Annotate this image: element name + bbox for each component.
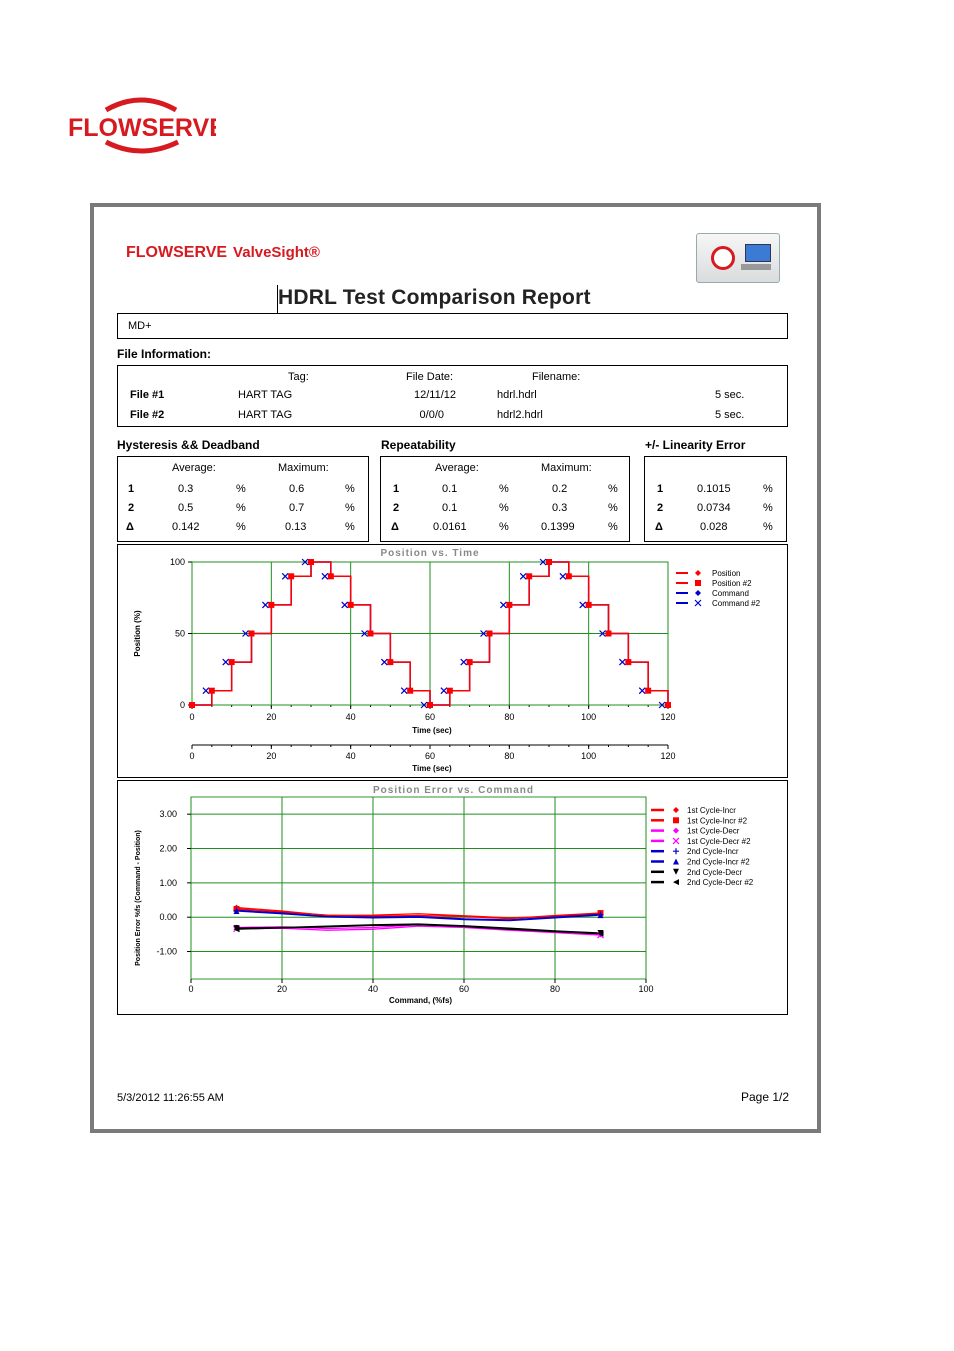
y-tick-label: 1.00 <box>159 877 177 888</box>
second-axis-tick-label: 40 <box>345 751 356 761</box>
rep-delta-unit: % <box>499 521 509 533</box>
linearity-heading: +/- Linearity Error <box>645 438 746 452</box>
legend-label: 1st Cycle-Incr <box>687 806 736 815</box>
rep-row-1-unit: % <box>499 483 509 495</box>
hysteresis-heading: Hysteresis && Deadband <box>117 438 260 452</box>
legend-label: Position #2 <box>712 579 752 588</box>
lin-row-2-val: 0.0734 <box>697 502 731 514</box>
legend-marker <box>695 600 701 606</box>
legend-marker <box>695 590 701 596</box>
position-point <box>427 702 433 708</box>
position-point <box>566 573 572 579</box>
second-axis-tick-label: 100 <box>581 751 597 761</box>
error-command-chart-box <box>117 780 788 1015</box>
lin-row-1-label: 1 <box>657 483 664 495</box>
rep-row-2-avg: 0.1 <box>442 502 458 514</box>
valvesight-brand: FLOWSERVE <box>126 244 228 261</box>
legend-label: 2nd Cycle-Decr #2 <box>687 878 754 888</box>
position-point <box>249 631 255 637</box>
legend-marker <box>673 838 679 844</box>
x-tick-label: 100 <box>638 984 654 994</box>
y-axis-label: Position Error %fs (Command - Position) <box>135 830 142 966</box>
repeatability-box <box>380 456 630 542</box>
y-tick-label: 2.00 <box>159 843 177 854</box>
position-point <box>625 659 631 665</box>
chart-title: Position vs. Time <box>380 548 480 559</box>
valvesight-product: ValveSight® <box>233 244 320 261</box>
rep-delta-avg: 0.0161 <box>433 521 467 533</box>
report-title: HDRL Test Comparison Report <box>278 286 591 309</box>
file-1-tag: HART TAG <box>238 389 293 401</box>
y-tick-label: 3.00 <box>159 809 177 820</box>
rep-avg-header: Average: <box>435 462 479 474</box>
linearity-box <box>644 456 787 542</box>
hyst-delta-label: Δ <box>126 521 134 533</box>
second-axis-tick-label: 80 <box>504 751 515 761</box>
legend-label: 1st Cycle-Decr <box>687 826 740 836</box>
rep-row-1-label: 1 <box>393 483 400 495</box>
rep-delta-label: Δ <box>391 521 399 533</box>
position-point <box>506 602 512 608</box>
legend-label: Position <box>712 569 741 578</box>
position-point <box>288 573 294 579</box>
flowserve-logo-arc <box>66 96 216 156</box>
position-point <box>308 559 314 565</box>
x-tick-label: 0 <box>189 712 195 722</box>
hyst-row-1-max-unit: % <box>345 483 355 495</box>
model-box <box>117 313 788 339</box>
hyst-row-1-max: 0.6 <box>289 483 305 495</box>
chart-title: Position Error vs. Command <box>372 785 535 796</box>
rep-row-2-max-unit: % <box>608 502 618 514</box>
y-tick-label: 50 <box>174 628 185 639</box>
second-axis-tick-label: 0 <box>189 751 195 761</box>
hyst-row-1-avg: 0.3 <box>178 483 194 495</box>
y-tick-label: 100 <box>169 557 185 567</box>
hyst-row-2-max: 0.7 <box>289 502 305 514</box>
position-point <box>407 688 413 694</box>
legend-marker <box>673 817 679 823</box>
position-point <box>387 659 393 665</box>
y-axis-label: Position (%) <box>133 610 142 657</box>
position-point <box>268 602 274 608</box>
legend-label: 2nd Cycle-Incr <box>687 847 739 857</box>
hyst-max-header: Maximum: <box>278 462 329 474</box>
position-point <box>526 573 532 579</box>
footer-timestamp: 5/3/2012 11:26:55 AM <box>117 1092 224 1104</box>
legend-label: 2nd Cycle-Decr <box>687 867 743 877</box>
legend-marker <box>673 828 679 834</box>
file-2-tag: HART TAG <box>238 409 293 421</box>
position-point <box>546 559 552 565</box>
x-tick-label: 20 <box>276 984 288 994</box>
file-1-filename: hdrl.hdrl <box>497 389 537 401</box>
legend-marker <box>695 570 701 576</box>
flowserve-logo <box>66 96 216 161</box>
hyst-delta-max-unit: % <box>345 521 355 533</box>
legend-marker <box>673 869 679 875</box>
rep-row-1-avg: 0.1 <box>442 483 458 495</box>
position-point <box>606 631 612 637</box>
legend-marker <box>673 859 679 865</box>
legend-label: 1st Cycle-Decr #2 <box>687 836 751 846</box>
rep-row-2-unit: % <box>499 502 509 514</box>
lin-delta-unit: % <box>763 521 773 533</box>
y-tick-label: 0.00 <box>159 912 177 923</box>
x-tick-label: 60 <box>424 712 436 722</box>
x-tick-label: 0 <box>188 984 194 994</box>
x-tick-label: 80 <box>549 984 561 994</box>
position-point <box>328 573 334 579</box>
brand-name: FLOWSERVE <box>68 114 216 142</box>
position-point <box>467 659 473 665</box>
footer-page: Page 1/2 <box>741 1090 790 1104</box>
lin-row-2-unit: % <box>763 502 773 514</box>
position-point <box>586 602 592 608</box>
legend-marker <box>673 879 679 885</box>
file-1-duration: 5 sec. <box>715 389 745 401</box>
position-point <box>229 659 235 665</box>
tag-header: Tag: <box>288 371 309 383</box>
position-point <box>189 702 195 708</box>
hyst-row-2-unit: % <box>236 502 246 514</box>
y-tick-label: 0 <box>179 700 185 710</box>
legend-marker <box>695 580 701 586</box>
hyst-row-2-avg: 0.5 <box>178 502 194 514</box>
position-point <box>487 631 493 637</box>
second-axis-tick-label: 120 <box>660 751 676 761</box>
second-axis-tick-label: 20 <box>266 751 277 761</box>
repeatability-heading: Repeatability <box>381 438 456 452</box>
position-point <box>209 688 215 694</box>
device-image <box>696 233 780 283</box>
rep-row-1-max-unit: % <box>608 483 618 495</box>
second-axis-label: Time (sec) <box>412 764 452 773</box>
x-tick-label: 80 <box>504 712 515 722</box>
rep-delta-max: 0.1399 <box>541 521 575 533</box>
lin-delta-val: 0.028 <box>700 521 728 533</box>
hysteresis-box <box>117 456 369 542</box>
position-point <box>348 602 354 608</box>
rep-row-1-max: 0.2 <box>552 483 568 495</box>
file-1-label: File #1 <box>130 389 165 401</box>
file-1-date: 12/11/12 <box>413 389 456 401</box>
lin-delta-label: Δ <box>655 521 663 533</box>
x-axis-label: Command, (%fs) <box>388 996 453 1005</box>
date-header: File Date: <box>406 371 454 383</box>
lin-row-2-label: 2 <box>657 502 664 514</box>
hyst-row-1-unit: % <box>236 483 246 495</box>
position-time-chart <box>118 545 787 777</box>
hyst-row-1-label: 1 <box>128 483 135 495</box>
x-tick-label: 100 <box>581 712 597 722</box>
position-point <box>447 688 453 694</box>
model-name: MD+ <box>128 320 152 332</box>
x-tick-label: 40 <box>345 712 356 722</box>
position-time-chart-box <box>117 544 788 778</box>
rep-delta-max-unit: % <box>608 521 618 533</box>
file-2-filename: hdrl2.hdrl <box>497 409 543 421</box>
x-tick-label: 20 <box>266 712 277 722</box>
legend-label: 1st Cycle-Incr #2 <box>687 816 748 826</box>
hyst-row-2-max-unit: % <box>345 502 355 514</box>
x-tick-label: 40 <box>367 984 379 994</box>
position-point <box>645 688 651 694</box>
x-tick-label: 60 <box>458 984 470 994</box>
hyst-avg-header: Average: <box>172 462 216 474</box>
x-axis-label: Time (sec) <box>412 726 452 735</box>
file-info-heading: File Information: <box>117 347 211 361</box>
error-command-chart <box>118 781 787 1014</box>
rep-max-header: Maximum: <box>541 462 592 474</box>
hyst-delta-max: 0.13 <box>285 521 307 533</box>
rep-row-2-label: 2 <box>393 502 400 514</box>
filename-header: Filename: <box>532 371 581 383</box>
lin-row-1-unit: % <box>763 483 773 495</box>
legend-marker <box>673 807 679 813</box>
y-tick-label: -1.00 <box>156 946 177 957</box>
hyst-row-2-label: 2 <box>128 502 135 514</box>
lin-row-1-val: 0.1015 <box>697 483 731 495</box>
x-tick-label: 120 <box>660 712 676 722</box>
position-point <box>368 631 374 637</box>
file-info-box <box>117 365 788 427</box>
legend-label: Command <box>712 589 749 598</box>
valvesight-logo <box>126 244 320 262</box>
second-axis-tick-label: 60 <box>424 751 436 761</box>
rep-row-2-max: 0.3 <box>552 502 568 514</box>
legend-label: Command #2 <box>712 599 761 608</box>
hyst-delta-avg: 0.142 <box>172 521 200 533</box>
legend-marker <box>673 848 679 854</box>
legend-label: 2nd Cycle-Incr #2 <box>687 857 750 867</box>
file-2-label: File #2 <box>130 409 165 421</box>
position-point <box>665 702 671 708</box>
file-2-duration: 5 sec. <box>715 409 745 421</box>
file-2-date: 0/0/0 <box>419 409 444 421</box>
hyst-delta-unit: % <box>236 521 246 533</box>
